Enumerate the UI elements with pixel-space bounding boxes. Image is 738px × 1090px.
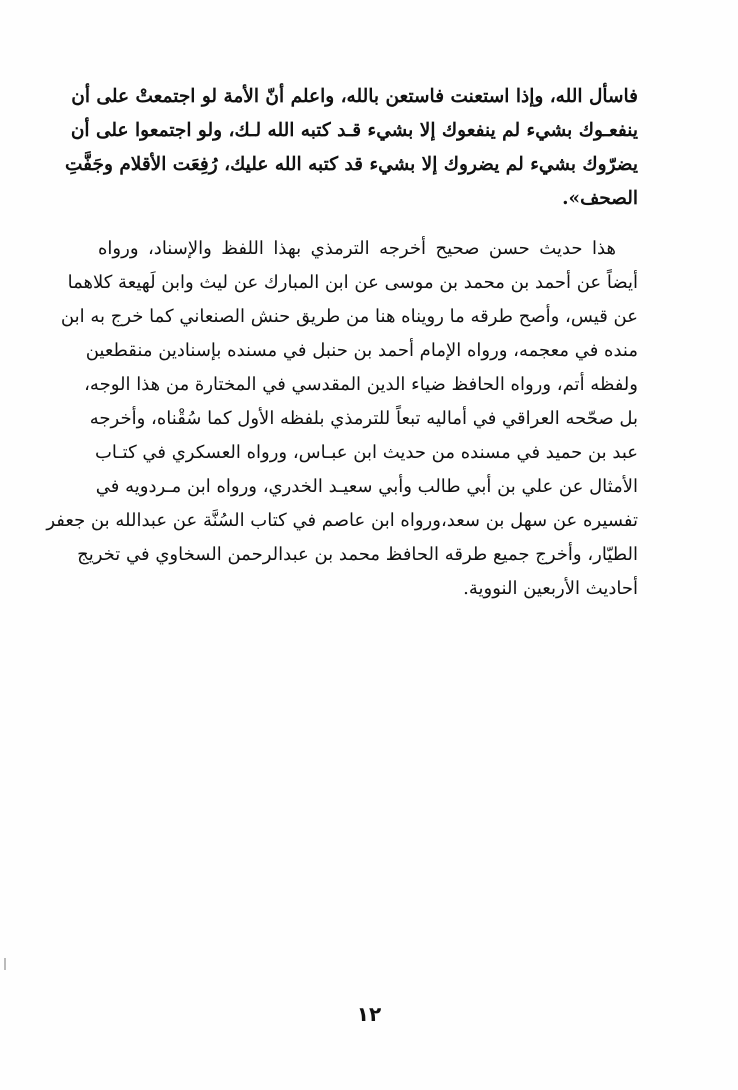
- body-line: ولفظه أتم، ورواه الحافظ ضياء الدين المقدسي في المختارة من هذا الوجه،: [84, 374, 638, 395]
- page-number: ١٢: [356, 1002, 382, 1026]
- quote-line: يضرّوك بشيء لم يضروك إلا بشيء قد كتبه الله عليك، رُفِعَت الأقلام وجَفَّتِ: [65, 154, 638, 175]
- quote-line: فاسأل الله، وإذا استعنت فاستعن بالله، واعلم أنّ الأمة لو اجتمعتْ على أن: [71, 86, 638, 107]
- body-line: بل صحّحه العراقي في أماليه تبعاً للترمذي بلفظه الأول كما سُقْناه، وأخرجه: [89, 408, 638, 429]
- commentary-paragraph: [46, 232, 638, 606]
- body-line: أحاديث الأربعين النووية.: [463, 578, 638, 599]
- hadith-quote-paragraph: [65, 80, 638, 216]
- body-line: منده في معجمه، ورواه الإمام أحمد بن حنبل في مسنده بإسنادين منقطعين: [85, 340, 638, 361]
- body-line: الطيّار، وأخرج جميع طرقه الحافظ محمد بن عبدالرحمن السخاوي في تخريج: [77, 544, 638, 565]
- quote-line: ينفعـوك بشيء لم ينفعوك إلا بشيء قـد كتبه الله لـك، ولو اجتمعوا على أن: [70, 120, 638, 141]
- scan-artifact: [4, 958, 6, 970]
- body-line: أيضاً عن أحمد بن محمد بن موسى عن ابن المبارك عن ليث وابن لَهيعة كلاهما: [67, 272, 638, 293]
- body-line: عن قيس، وأصح طرقه ما رويناه هنا من طريق حنش الصنعاني كما خرج به ابن: [60, 306, 638, 327]
- body-line: تفسيره عن سهل بن سعد،ورواه ابن عاصم في كتاب السُنَّة عن عبدالله بن جعفر: [46, 510, 638, 531]
- quote-line: الصحف».: [562, 188, 638, 209]
- body-line: الأمثال عن علي بن أبي طالب وأبي سعيـد الخدري، ورواه ابن مـردويه في: [95, 476, 638, 497]
- body-line: عبد بن حميد في مسنده من حديث ابن عبـاس، ورواه العسكري في كتـاب: [94, 442, 638, 463]
- body-line: هذا حديث حسن صحيح أخرجه الترمذي بهذا اللفظ والإسناد، ورواه: [98, 238, 616, 259]
